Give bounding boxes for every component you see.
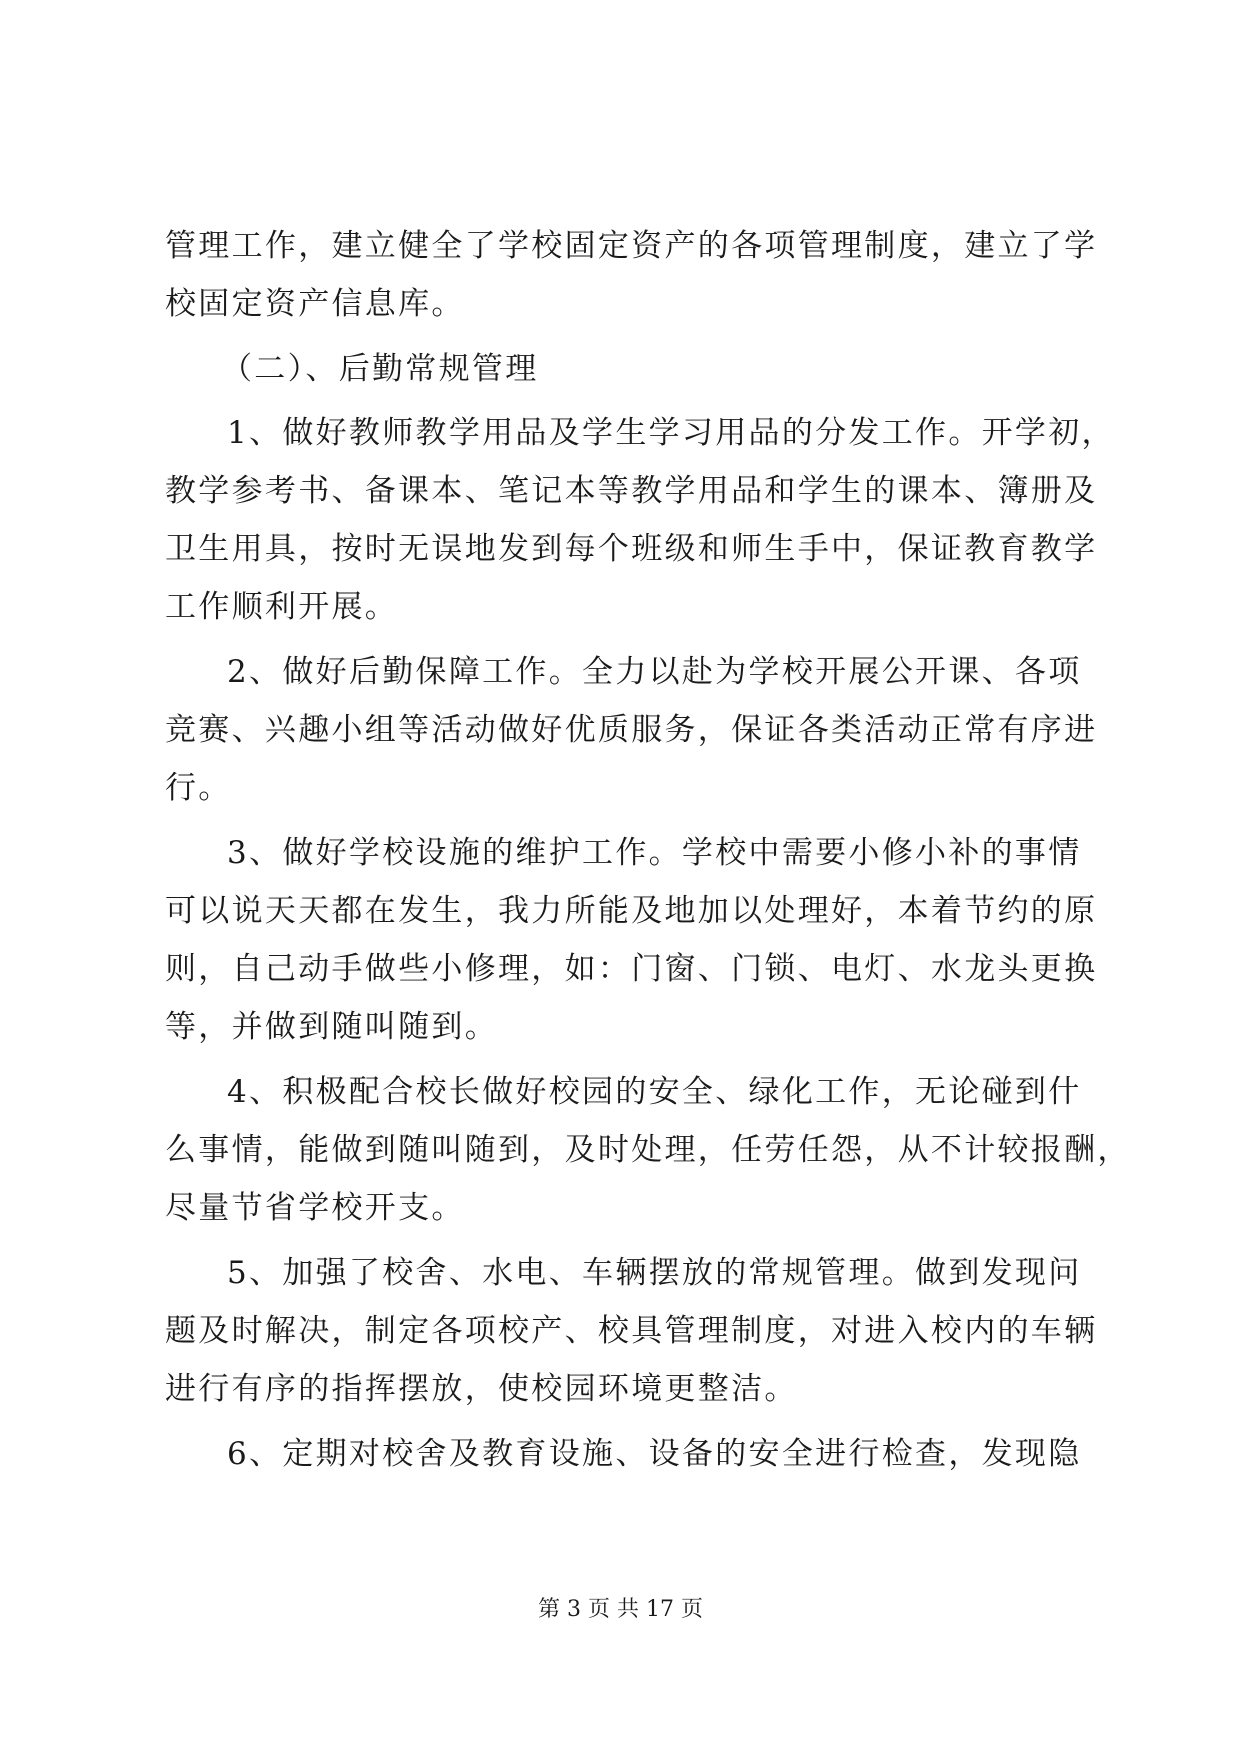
text-line: 行。 bbox=[165, 770, 232, 806]
text-line: 卫生用具，按时无误地发到每个班级和师生手中，保证教育教学 bbox=[165, 531, 1098, 567]
text-line: 管理工作，建立健全了学校固定资产的各项管理制度，建立了学 bbox=[165, 228, 1098, 264]
text-line: 尽量节省学校开支。 bbox=[165, 1190, 465, 1226]
text-line: 么事情，能做到随叫随到，及时处理，任劳任怨，从不计较报酬， bbox=[165, 1132, 1131, 1168]
paragraph-start: 2、做好后勤保障工作。全力以赴为学校开展公开课、各项 bbox=[227, 654, 1082, 690]
paragraph-start: 1、做好教师教学用品及学生学习用品的分发工作。开学初， bbox=[227, 415, 1115, 451]
text-line: 等，并做到随叫随到。 bbox=[165, 1009, 498, 1045]
text-line: 工作顺利开展。 bbox=[165, 589, 399, 625]
page-number-footer: 第 3 页 共 17 页 bbox=[538, 1597, 703, 1622]
text-line: 校固定资产信息库。 bbox=[165, 286, 465, 322]
paragraph-start: 4、积极配合校长做好校园的安全、绿化工作，无论碰到什 bbox=[227, 1074, 1082, 1110]
text-line: 进行有序的指挥摆放，使校园环境更整洁。 bbox=[165, 1371, 798, 1407]
paragraph-start: 5、加强了校舍、水电、车辆摆放的常规管理。做到发现问 bbox=[227, 1255, 1082, 1291]
text-line: 则，自己动手做些小修理，如：门窗、门锁、电灯、水龙头更换 bbox=[165, 951, 1098, 987]
text-line: 题及时解决，制定各项校产、校具管理制度，对进入校内的车辆 bbox=[165, 1313, 1098, 1349]
paragraph-start: 3、做好学校设施的维护工作。学校中需要小修小补的事情 bbox=[227, 835, 1082, 871]
paragraph-start: 6、定期对校舍及教育设施、设备的安全进行检查，发现隐 bbox=[227, 1436, 1082, 1472]
text-line: 可以说天天都在发生，我力所能及地加以处理好，本着节约的原 bbox=[165, 893, 1098, 929]
text-line: 竞赛、兴趣小组等活动做好优质服务，保证各类活动正常有序进 bbox=[165, 712, 1098, 748]
section-heading: （二）、后勤常规管理 bbox=[221, 351, 539, 387]
text-line: 教学参考书、备课本、笔记本等教学用品和学生的课本、簿册及 bbox=[165, 473, 1098, 509]
